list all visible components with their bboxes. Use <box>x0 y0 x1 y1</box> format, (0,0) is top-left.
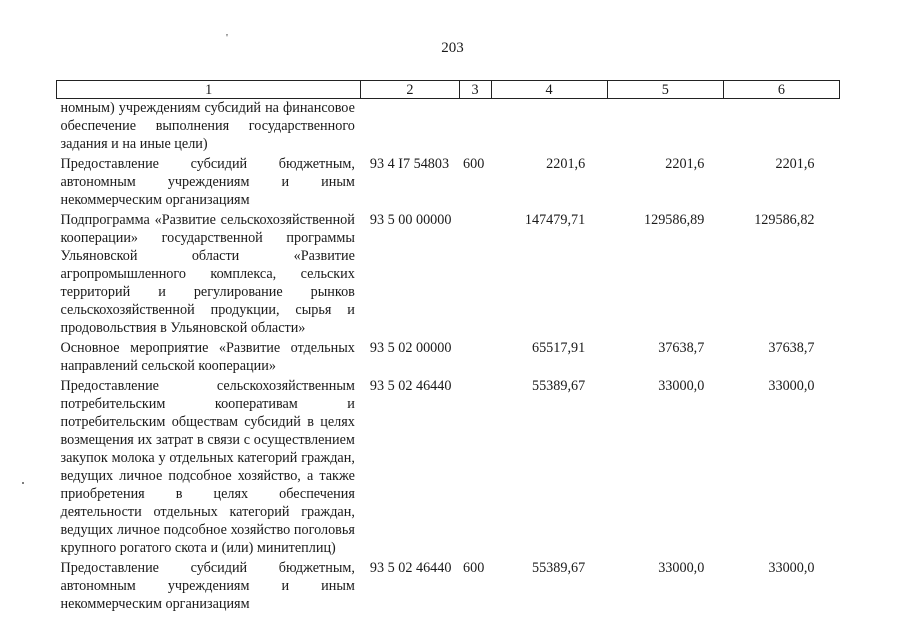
row-name: Предоставление субсидий бюджетным, автономным учреждениям и иным некоммерческим организациям <box>60 560 355 612</box>
row-name: Предоставление сельскохозяйственным потребительским кооперативам и потребительским обществам субсидий в целях возмещения их затрат в связи с осуществлением закупок молока у отдельных категорий граждан, ведущих личное подсобное хозяйство, а также приобретения в целях обеспечения деятельности отдельных категорий граждан, ведущих личное подсобное хозяйство поголовья крупного рогатого скота и (или) минитеплиц) <box>60 378 355 556</box>
row-code: 93 5 02 46440 <box>369 378 452 394</box>
row-value-6: 37638,7 <box>768 340 815 356</box>
row-value-6: 2201,6 <box>775 156 815 172</box>
row-name: Предоставление субсидий бюджетным, автономным учреждениям и иным некоммерческим организациям <box>60 156 355 208</box>
row-expense-type <box>459 375 491 557</box>
row-name: Основное мероприятие «Развитие отдельных направлений сельской кооперации» <box>60 340 355 374</box>
row-value-5: 2201,6 <box>665 156 705 172</box>
row-value-4: 147479,71 <box>524 212 586 228</box>
row-code <box>361 99 459 154</box>
row-code: 93 5 00 00000 <box>369 212 452 228</box>
table-row <box>57 337 840 375</box>
row-value-4 <box>491 99 607 154</box>
row-value-5: 129586,89 <box>644 212 705 228</box>
row-expense-type <box>459 209 491 337</box>
table-row <box>57 99 840 154</box>
column-header-1: 1 <box>57 81 361 99</box>
row-value-5: 37638,7 <box>658 340 705 356</box>
page-number: 203 <box>441 40 464 56</box>
row-value-4: 55389,67 <box>531 378 586 394</box>
row-value-6: 33000,0 <box>768 560 815 576</box>
row-value-5 <box>607 99 723 154</box>
row-expense-type: 600 <box>463 156 485 172</box>
row-value-4: 65517,91 <box>531 340 586 356</box>
row-expense-type <box>459 337 491 375</box>
row-value-4: 2201,6 <box>546 156 586 172</box>
row-code: 93 5 02 00000 <box>369 340 452 356</box>
table-row <box>57 153 840 209</box>
row-expense-type: 600 <box>463 560 485 576</box>
column-header-2: 2 <box>361 81 459 99</box>
column-header-3: 3 <box>459 81 491 99</box>
row-code: 93 4 I7 54803 <box>369 156 450 172</box>
table-header <box>57 81 840 99</box>
table-row <box>57 375 840 557</box>
column-header-6: 6 <box>723 81 839 99</box>
row-value-6: 33000,0 <box>768 378 815 394</box>
row-value-4: 55389,67 <box>531 560 586 576</box>
row-value-5: 33000,0 <box>658 378 705 394</box>
row-name: номным) учреждениям субсидий на финансовое обеспечение выполнения государственного задания и на иные цели) <box>60 100 355 152</box>
table-body <box>57 99 840 614</box>
table-row <box>57 557 840 613</box>
row-code: 93 5 02 46440 <box>369 560 452 576</box>
scan-dot <box>22 482 24 484</box>
row-value-6: 129586,82 <box>754 212 815 228</box>
row-value-6 <box>723 99 839 154</box>
budget-table <box>56 80 840 613</box>
row-value-5: 33000,0 <box>658 560 705 576</box>
header-row <box>57 81 840 99</box>
column-header-4: 4 <box>491 81 607 99</box>
row-expense-type <box>459 99 491 154</box>
column-header-5: 5 <box>607 81 723 99</box>
table-row <box>57 209 840 337</box>
scan-mark: ' <box>226 32 228 44</box>
row-name: Подпрограмма «Развитие сельскохозяйственной кооперации» государственной программы Ульяновской области «Развитие агропромышленного комплекса, сельских территорий и регулирование рынков сельскохозяйственной продукции, сырья и продовольствия в Ульяновской области» <box>60 212 355 336</box>
